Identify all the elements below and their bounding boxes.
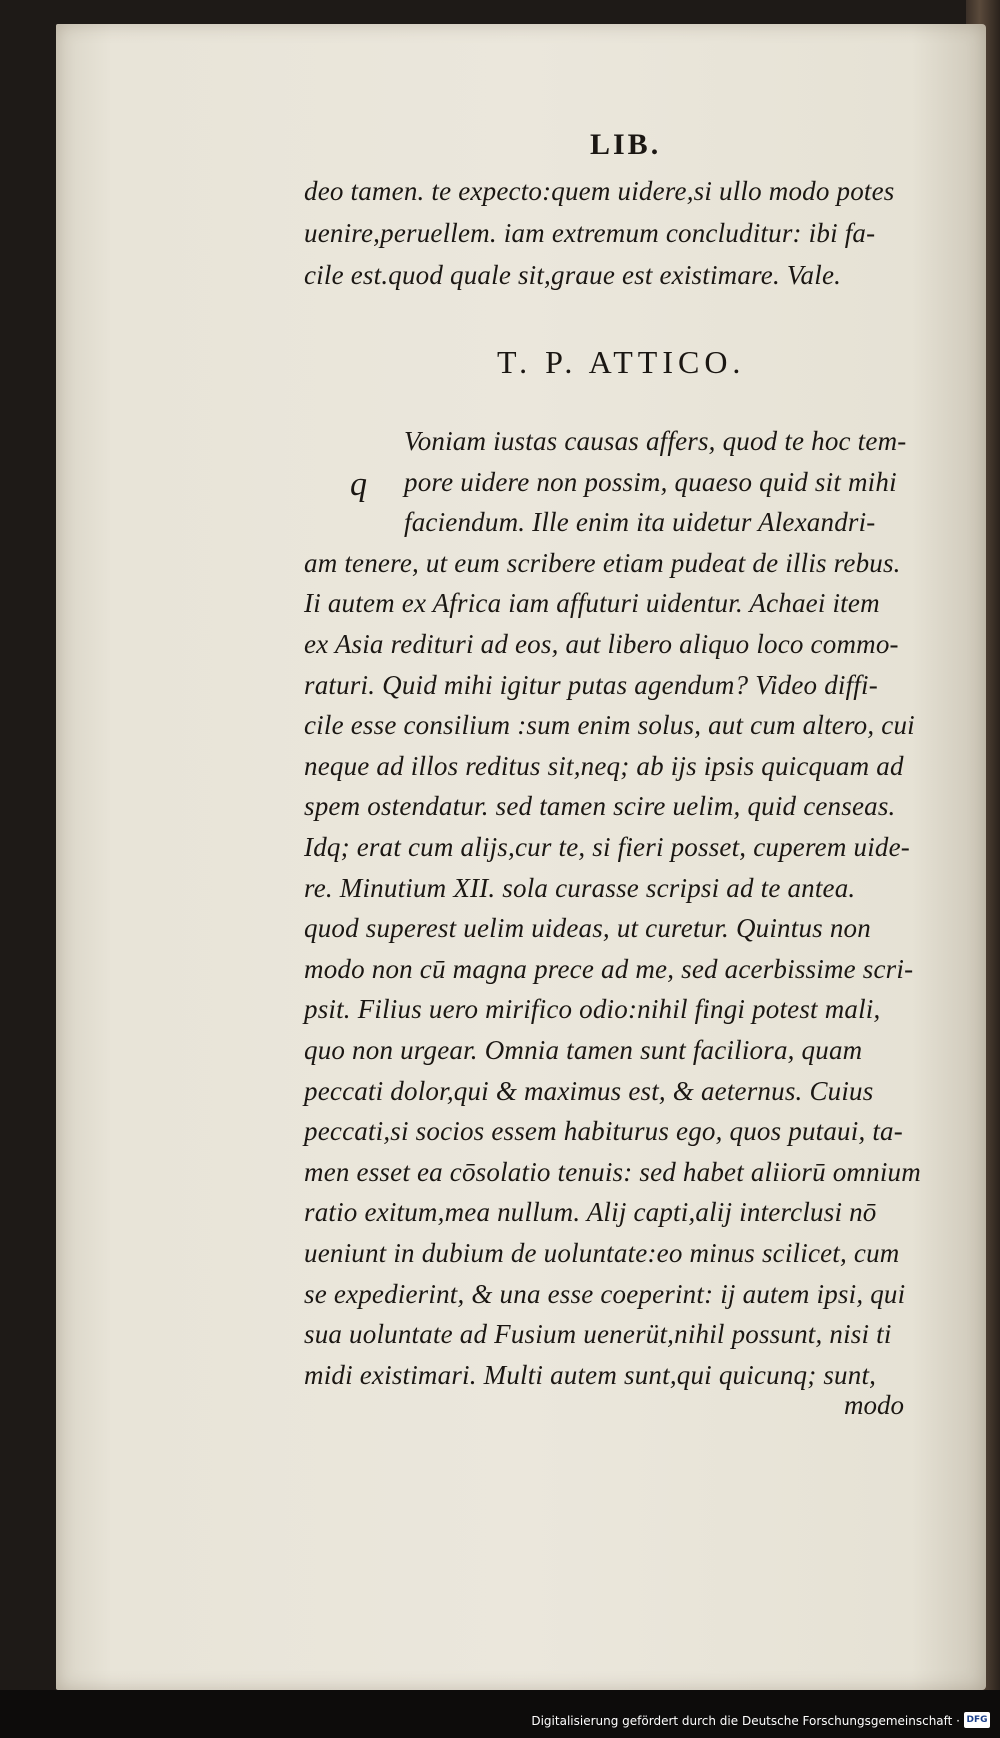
text-line: sua uoluntate ad Fusium uenerüt,nihil possunt, nisi ti: [304, 1319, 892, 1350]
text-line: ratio exitum,mea nullum. Alij capti,alij interclusi nō: [304, 1197, 877, 1228]
text-line: modo non cū magna prece ad me, sed acerbissime scri‑: [304, 953, 914, 984]
text-line: psit. Filius uero mirifico odio:nihil fingi potest mali,: [304, 994, 881, 1025]
dfg-logo-icon: DFG: [964, 1712, 990, 1728]
text-line: neque ad illos reditus sit,neq; ab ijs ipsis quicquam ad: [304, 750, 904, 781]
text-line: Idq; erat cum alijs,cur te, si fieri posset, cuperem uide‑: [304, 832, 910, 862]
running-head: LIB.: [590, 128, 662, 161]
text-line: raturi. Quid mihi igitur putas agendum? Video diffi‑: [304, 669, 878, 700]
text-line: am tenere, ut eum scribere etiam pudeat de illis rebus.: [304, 547, 901, 578]
text-line: men esset ea cōsolatio tenuis: sed habet aliiorū omnium: [304, 1156, 921, 1187]
text-line: ueniunt in dubium de uoluntate:eo minus scilicet, cum: [304, 1238, 900, 1268]
footer-bar: [0, 1690, 1000, 1738]
text-line: quo non urgear. Omnia tamen sunt faciliora, quam: [304, 1035, 863, 1065]
footer-credit: Digitalisierung gefördert durch die Deutsche Forschungsgemeinschaft ·: [531, 1714, 960, 1728]
text-line: spem ostendatur. sed tamen scire uelim, quid censeas.: [304, 791, 896, 822]
text-line: deo tamen. te expecto:quem uidere,si ullo modo potes: [304, 176, 895, 206]
text-line: cile esse consilium :sum enim solus, aut cum altero, cui: [304, 710, 915, 741]
text-line: peccati,si socios essem habiturus ego, quos putaui, ta‑: [304, 1116, 903, 1147]
drop-cap: q: [350, 466, 367, 503]
text-line: uenire,peruellem. iam extremum concluditur: ibi fa‑: [304, 218, 876, 248]
text-line: ex Asia redituri ad eos, aut libero aliquo loco commo‑: [304, 629, 899, 659]
text-line: quod superest uelim uideas, ut curetur. Quintus non: [304, 913, 871, 944]
text-line: se expedierint, & una esse coeperint: ij autem ipsi, qui: [304, 1278, 906, 1309]
text-line: faciendum. Ille enim ita uidetur Alexandri‑: [404, 507, 876, 538]
text-line: peccati dolor,qui & maximus est, & aeternus. Cuius: [304, 1075, 874, 1106]
text-line: midi existimari. Multi autem sunt,qui quicunq; sunt,: [304, 1359, 877, 1390]
catchword: modo: [844, 1390, 904, 1420]
letter-heading: T. P. ATTICO.: [497, 344, 746, 380]
text-line: Voniam iustas causas affers, quod te hoc tem‑: [404, 426, 907, 456]
text-line: cile est.quod quale sit,graue est existimare. Vale.: [304, 260, 842, 290]
text-line: re. Minutium XII. sola curasse scripsi ad te antea.: [304, 872, 856, 903]
text-line: pore uidere non possim, quaeso quid sit mihi: [404, 466, 897, 497]
text-line: Ii autem ex Africa iam affuturi uidentur. Achaei item: [304, 588, 880, 619]
